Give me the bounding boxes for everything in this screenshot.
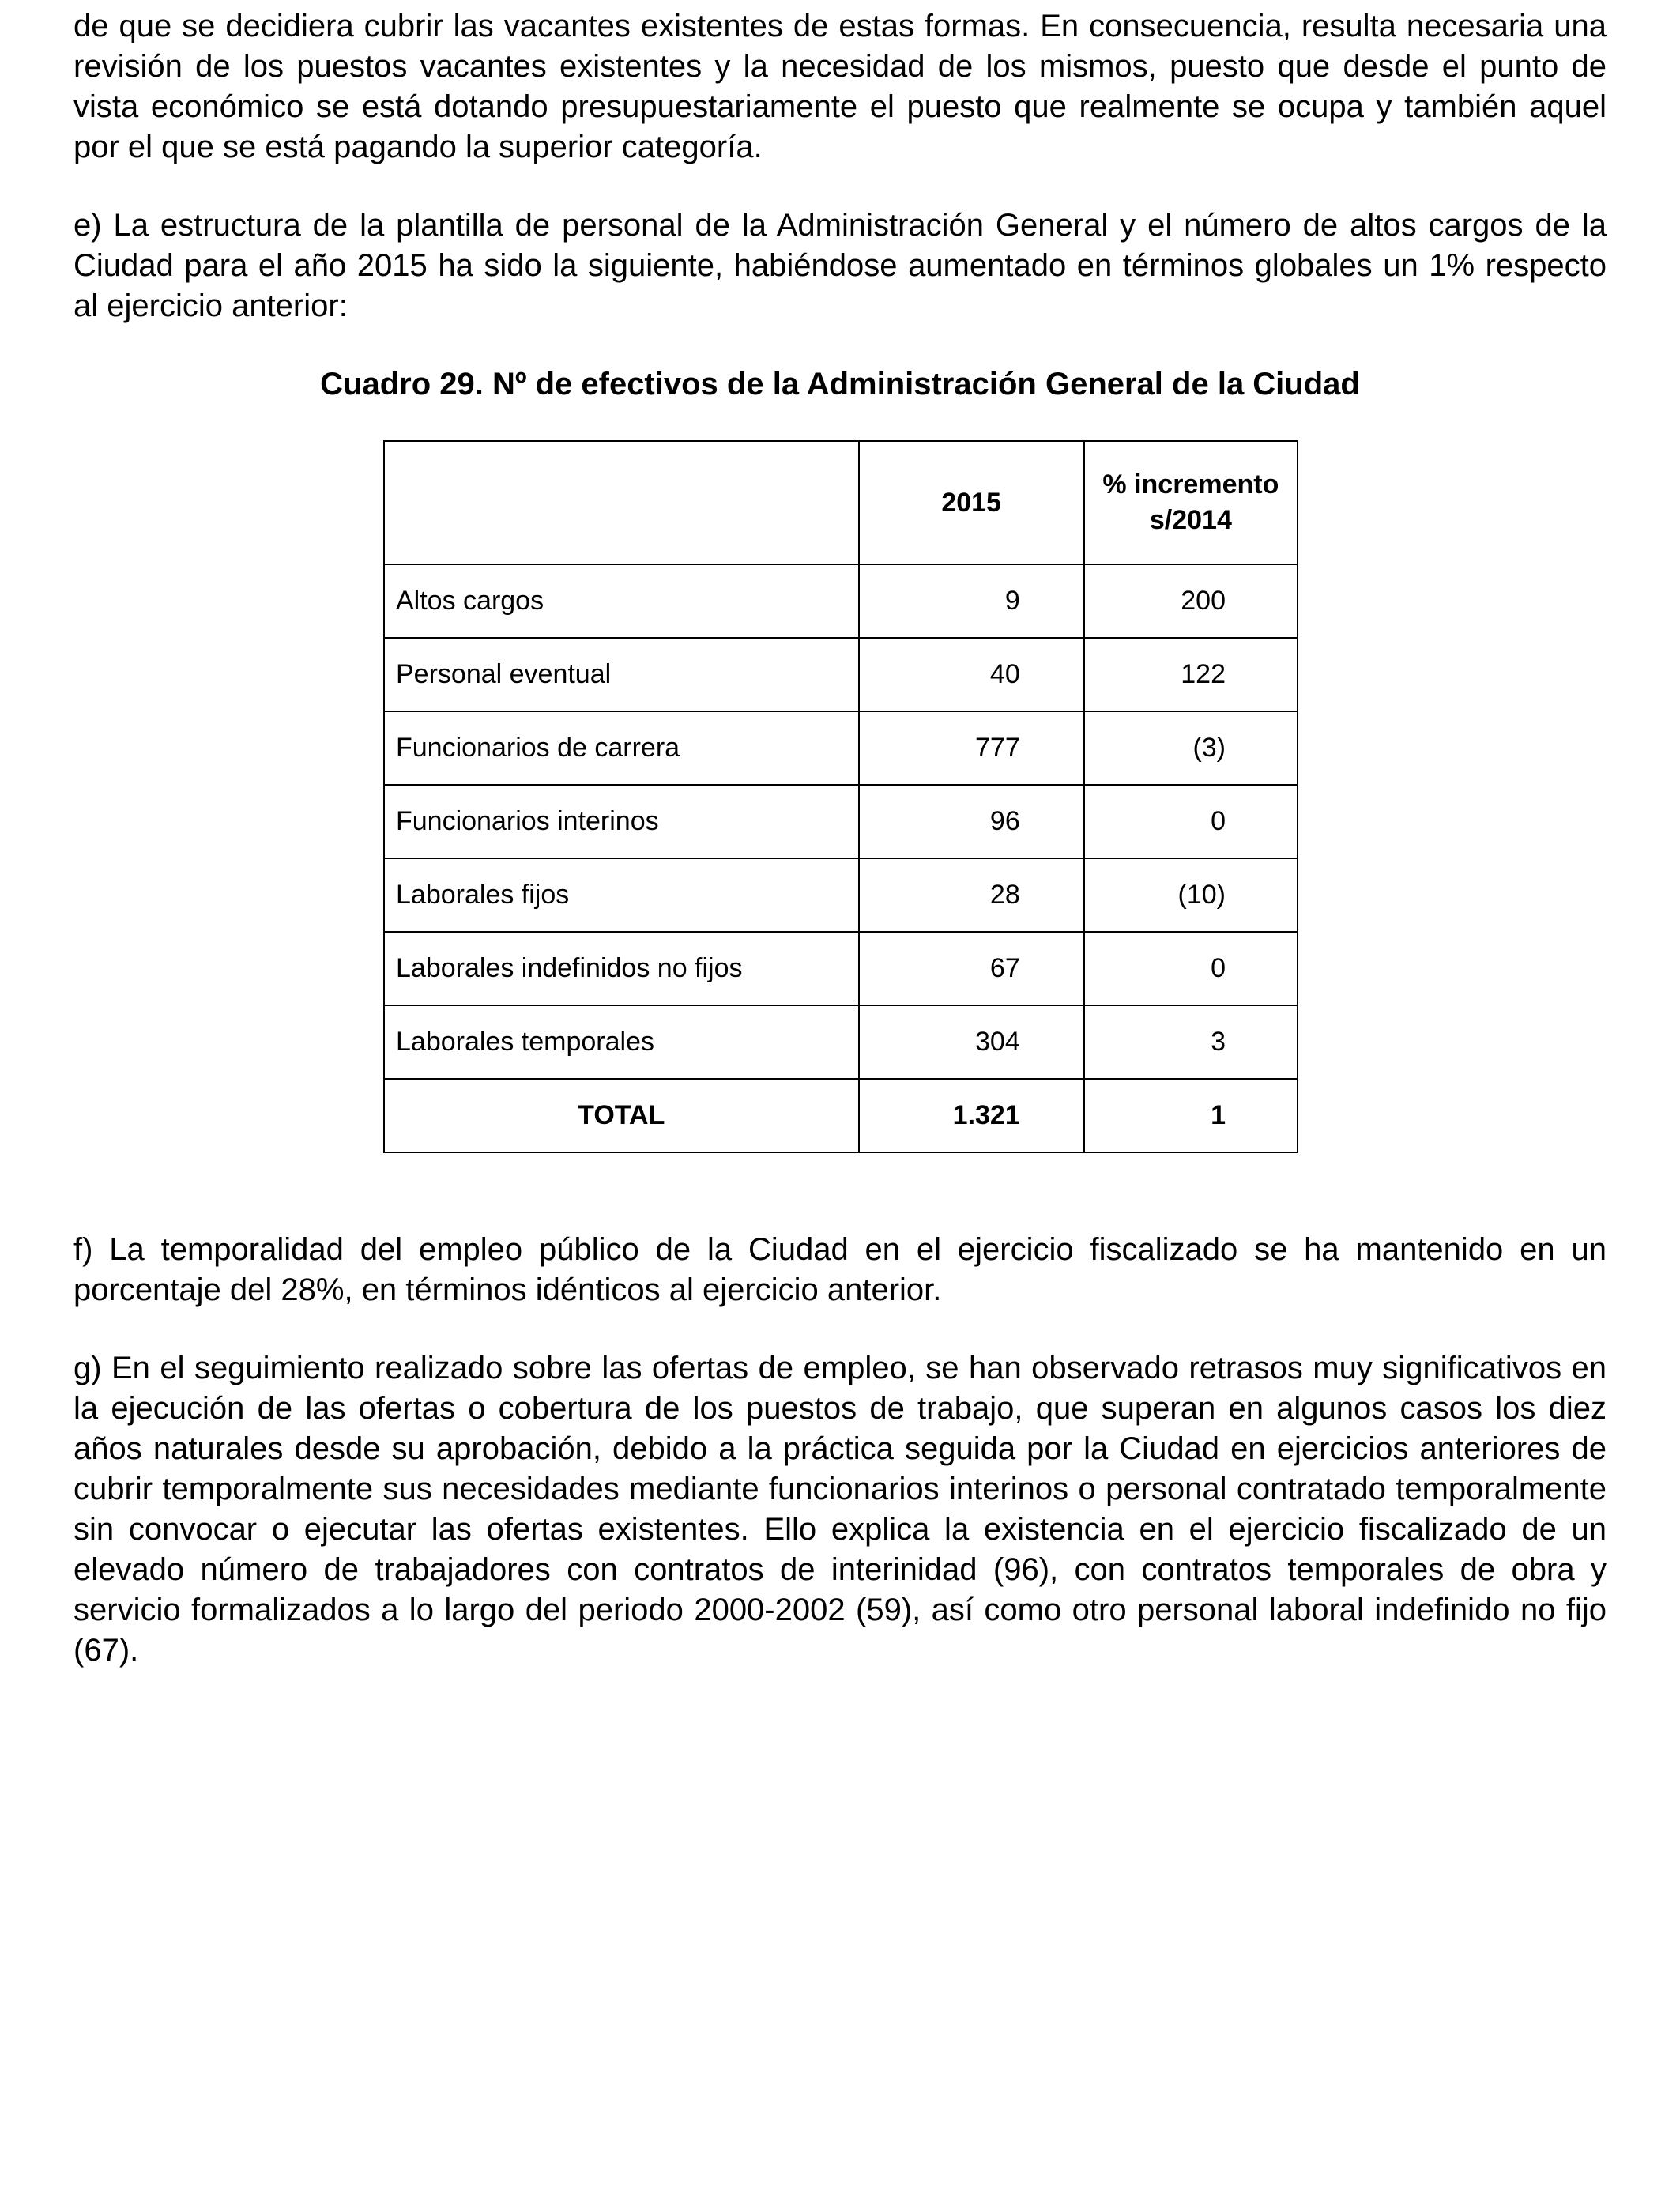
row-pct: 0 bbox=[1084, 932, 1298, 1005]
table-row bbox=[384, 932, 1298, 1005]
row-value: 96 bbox=[859, 785, 1084, 858]
table-caption: Cuadro 29. Nº de efectivos de la Administración General de la Ciudad bbox=[320, 367, 1360, 401]
table-header-row bbox=[384, 441, 1298, 564]
row-value: 28 bbox=[859, 858, 1084, 932]
row-value: 304 bbox=[859, 1005, 1084, 1079]
total-pct: 1 bbox=[1084, 1079, 1298, 1152]
row-value: 40 bbox=[859, 638, 1084, 711]
document-page bbox=[73, 6, 1607, 1671]
table-row bbox=[384, 711, 1298, 785]
header-empty bbox=[384, 441, 859, 564]
row-value: 67 bbox=[859, 932, 1084, 1005]
row-pct: 3 bbox=[1084, 1005, 1298, 1079]
table-row bbox=[384, 858, 1298, 932]
table-container bbox=[73, 440, 1607, 1153]
staff-table bbox=[383, 440, 1298, 1153]
row-value: 9 bbox=[859, 564, 1084, 638]
row-label: Personal eventual bbox=[384, 638, 859, 711]
table-row bbox=[384, 1005, 1298, 1079]
row-pct: 0 bbox=[1084, 785, 1298, 858]
paragraph-f: f) La temporalidad del empleo público de la Ciudad en el ejercicio fiscalizado se ha mantenido en un porcentaje del 28%, en términos idénticos al ejercicio anterior. bbox=[73, 1232, 1607, 1307]
table-row bbox=[384, 785, 1298, 858]
paragraph-d-continuation: de que se decidiera cubrir las vacantes existentes de estas formas. En consecuencia, resulta necesaria una revisión de los puestos vacantes existentes y la necesidad de los mismos, puesto que desde el punto de vista económico se está dotando presupuestariamente el puesto que realmente se ocupa y también aquel por el que se está pagando la superior categoría. bbox=[73, 9, 1607, 164]
row-label: Laborales temporales bbox=[384, 1005, 859, 1079]
table-total-row bbox=[384, 1079, 1298, 1152]
row-label: Funcionarios de carrera bbox=[384, 711, 859, 785]
row-pct: 200 bbox=[1084, 564, 1298, 638]
row-pct: (10) bbox=[1084, 858, 1298, 932]
table-row bbox=[384, 638, 1298, 711]
total-value: 1.321 bbox=[859, 1079, 1084, 1152]
row-value: 777 bbox=[859, 711, 1084, 785]
row-label: Laborales fijos bbox=[384, 858, 859, 932]
header-increment: % incremento s/2014 bbox=[1084, 441, 1298, 564]
row-label: Laborales indefinidos no fijos bbox=[384, 932, 859, 1005]
paragraph-e: e) La estructura de la plantilla de personal de la Administración General y el número de altos cargos de la Ciudad para el año 2015 ha sido la siguiente, habiéndose aumentado en términos globales un 1% respecto al ejercicio anterior: bbox=[73, 208, 1607, 323]
row-label: Funcionarios interinos bbox=[384, 785, 859, 858]
table-row bbox=[384, 564, 1298, 638]
row-pct: (3) bbox=[1084, 711, 1298, 785]
total-label: TOTAL bbox=[384, 1079, 859, 1152]
header-year: 2015 bbox=[859, 441, 1084, 564]
row-label: Altos cargos bbox=[384, 564, 859, 638]
row-pct: 122 bbox=[1084, 638, 1298, 711]
paragraph-g: g) En el seguimiento realizado sobre las ofertas de empleo, se han observado retrasos muy significativos en la ejecución de las ofertas o cobertura de los puestos de trabajo, que superan en algunos casos los diez años naturales desde su aprobación, debido a la práctica seguida por la Ciudad en ejercicios anteriores de cubrir temporalmente sus necesidades mediante funcionarios interinos o personal contratado temporalmente sin convocar o ejecutar las ofertas existentes. Ello explica la existencia en el ejercicio fiscalizado de un elevado número de trabajadores con contratos de interinidad (96), con contratos temporales de obra y servicio formalizados a lo largo del periodo 2000-2002 (59), así como otro personal laboral indefinido no fijo (67). bbox=[73, 1351, 1607, 1668]
